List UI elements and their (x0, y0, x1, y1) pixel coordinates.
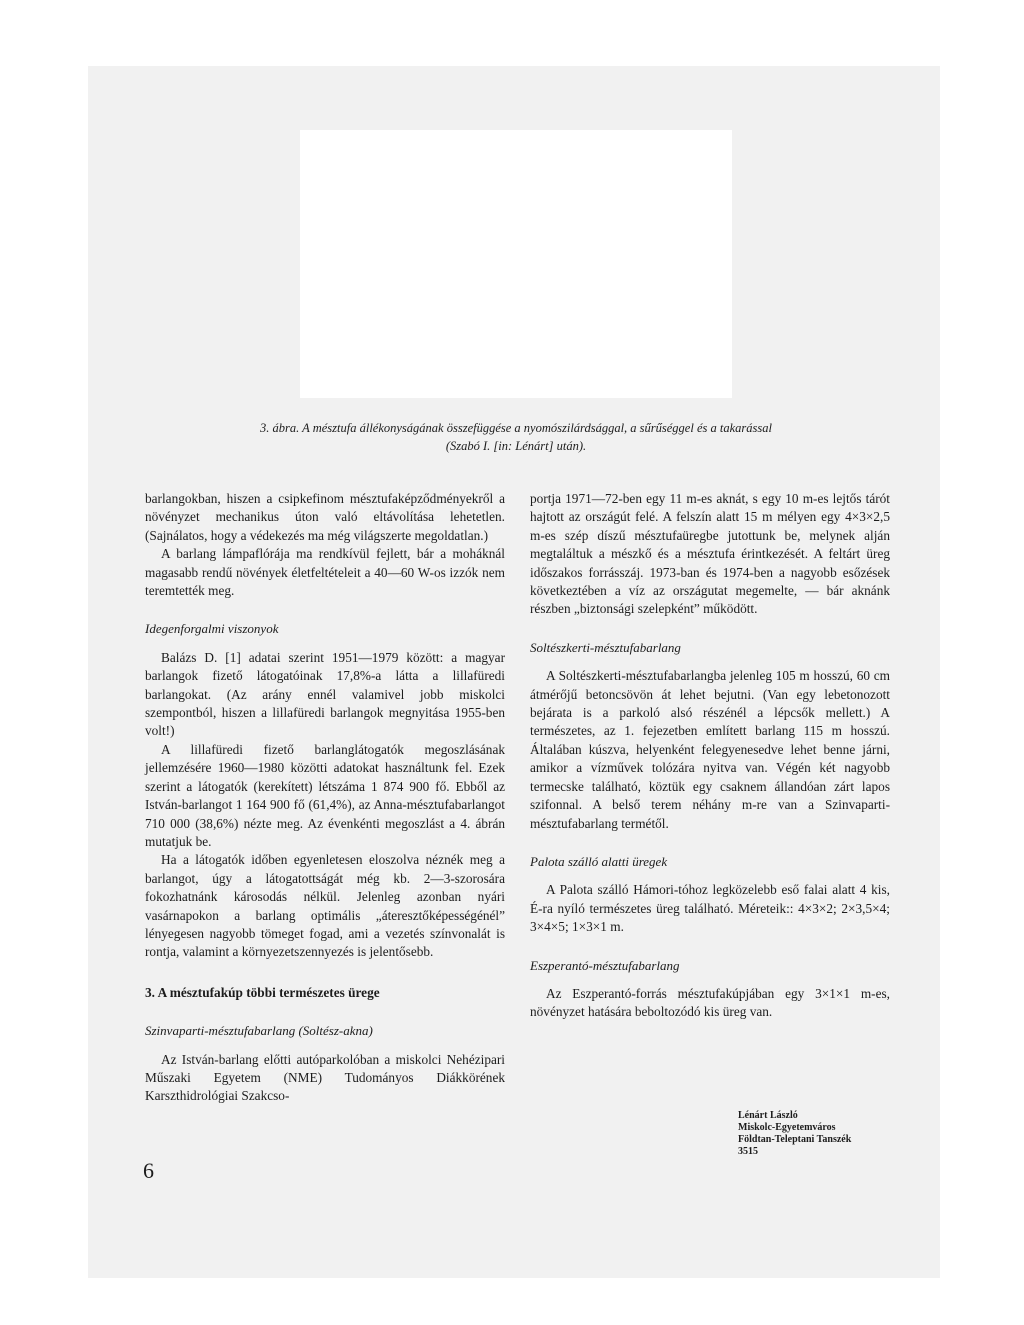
paragraph: barlangokban, hiszen a csipkefinom mésztufaképződményekről a növényzet mechanikus úton való eltávolítása lehetetlen. (Sajnálatos, hogy a védekezés ma még világszerte megoldatlan.) (145, 491, 505, 543)
paragraph: A barlang lámpaflórája ma rendkívül fejlett, bár a moháknál magasabb rendű növények életfeltételeit a 40—60 W-os izzók nem teremtették meg. (145, 546, 505, 599)
caption-line-2: (Szabó I. [in: Lénárt] után). (445, 439, 587, 453)
right-column (530, 490, 890, 1022)
paragraph: Ha a látogatók időben egyenletesen eloszolva néznék meg a barlangot, úgy a látogatottságát még kb. 2—3-szorosára fokozhatnánk károsodás nélkül. Jelenleg azonban nyári vasárnapokon a barlang optimális „áteresztőképességénél” lényegesen nagyobb tömeget fogad, ami a vezetés színvonalát is rontja, valamint a környezetszennyezés is jelentősebb. (145, 852, 505, 960)
subheading: Soltészkerti-mésztufabarlang (530, 639, 681, 655)
paragraph: Az Eszperantó-forrás mésztufakúpjában egy 3×1×1 m-es, növényzet hatására beboltozódó kis üreg van. (530, 985, 890, 1020)
paragraph: A Soltészkerti-mésztufabarlangba jelenleg 105 m hosszú, 60 cm átmérőjű betoncsövön át lehet bejutni. (Van egy lebetonozott bejárata is a parkoló alsó részénél a lépcsők mellett.) A természetes, az 1. fejezetben említett barlang 115 m hosszú. Általában kúszva, helyenként felegyenesedve lehet benne járni, amikor a vízművek tolózára nyitva van. Végén két nagyobb termecske található, köztük egy csaknem állandóan zárt lapos szifonnal. A belső terem néhány m-re van a Szinvaparti-mésztufabarlang termétől. (530, 668, 890, 831)
section-title: 3. A mésztufakúp többi természetes ürege (145, 984, 380, 1000)
paragraph: A Palota szálló Hámori-tóhoz legközelebb eső falai alatt 4 kis, É-ra nyíló természetes üreg található. Méreteik:: 4×3×2; 2×3,5×4; 3×4×5; 1×3×1 m. (530, 882, 890, 935)
caption-line-1: 3. ábra. A mésztufa állékonyságának összefüggése a nyomószilárdsággal, a sűrűséggel és a takarással (260, 421, 772, 435)
paragraph: Az István-barlang előtti autóparkolóban a miskolci Nehézipari Műszaki Egyetem (NME) Tudományos Diákkörének Karszthidrológiai Szakcso- (145, 1051, 505, 1104)
author-department: Földtan-Teleptani Tanszék (738, 1134, 852, 1145)
subheading: Eszperantó-mésztufabarlang (530, 957, 680, 973)
subheading: Palota szálló alatti üregek (530, 853, 668, 869)
page-number: 6 (143, 1158, 154, 1183)
paragraph: portja 1971—72-ben egy 11 m-es aknát, s egy 10 m-es lejtős tárót hajtott az országút felé. A felszín alatt 15 m mélyen egy 4×3×2,5 m-es szép díszű mésztufaüregbe jutottunk be, melynek alján megtaláltuk a mészkő és a mésztufa érintkezését. A feltárt üreg időszakos forrásszáj. 1973-ban és 1974-ben a nagyobb esőzések következtében a víz az országutat megemelte, — bár aknánk részben „biztonsági szelepként” működött. (530, 491, 890, 617)
subheading: Idegenforgalmi viszonyok (145, 621, 279, 637)
author-address-line: Miskolc-Egyetemváros (738, 1122, 836, 1133)
figure-caption (140, 419, 892, 455)
paragraph: Balázs D. [1] adatai szerint 1951—1979 között: a magyar barlangok fizető látogatóinak 17,8%-a látta a lillafüredi barlangokat. (Az arány ennél valamivel jobb miskolci szempontból, hiszen a lillafüredi barlangok megnyitása 1955-ben volt!) (145, 649, 505, 739)
author-name: Lénárt László (738, 1110, 798, 1121)
paragraph: A lillafüredi fizető barlanglátogatók megoszlásának jellemzésére 1960—1980 közötti adatokat használtunk fel. Ezek szerint a látogatók (kerekített) létszáma 1 874 900 fő. Ebből az István-barlangot 1 164 900 fő (61,4%), az Anna-mésztufabarlangot 710 000 (38,6%) nézte meg. Az évenkénti megoszlást a 4. ábrán mutatjuk be. (145, 741, 505, 849)
subheading: Szinvaparti-mésztufabarlang (Soltész-akna) (145, 1023, 373, 1039)
left-column (145, 490, 505, 1106)
author-signature (738, 1110, 851, 1158)
figure-image-area (300, 130, 732, 398)
author-postcode: 3515 (738, 1146, 758, 1157)
